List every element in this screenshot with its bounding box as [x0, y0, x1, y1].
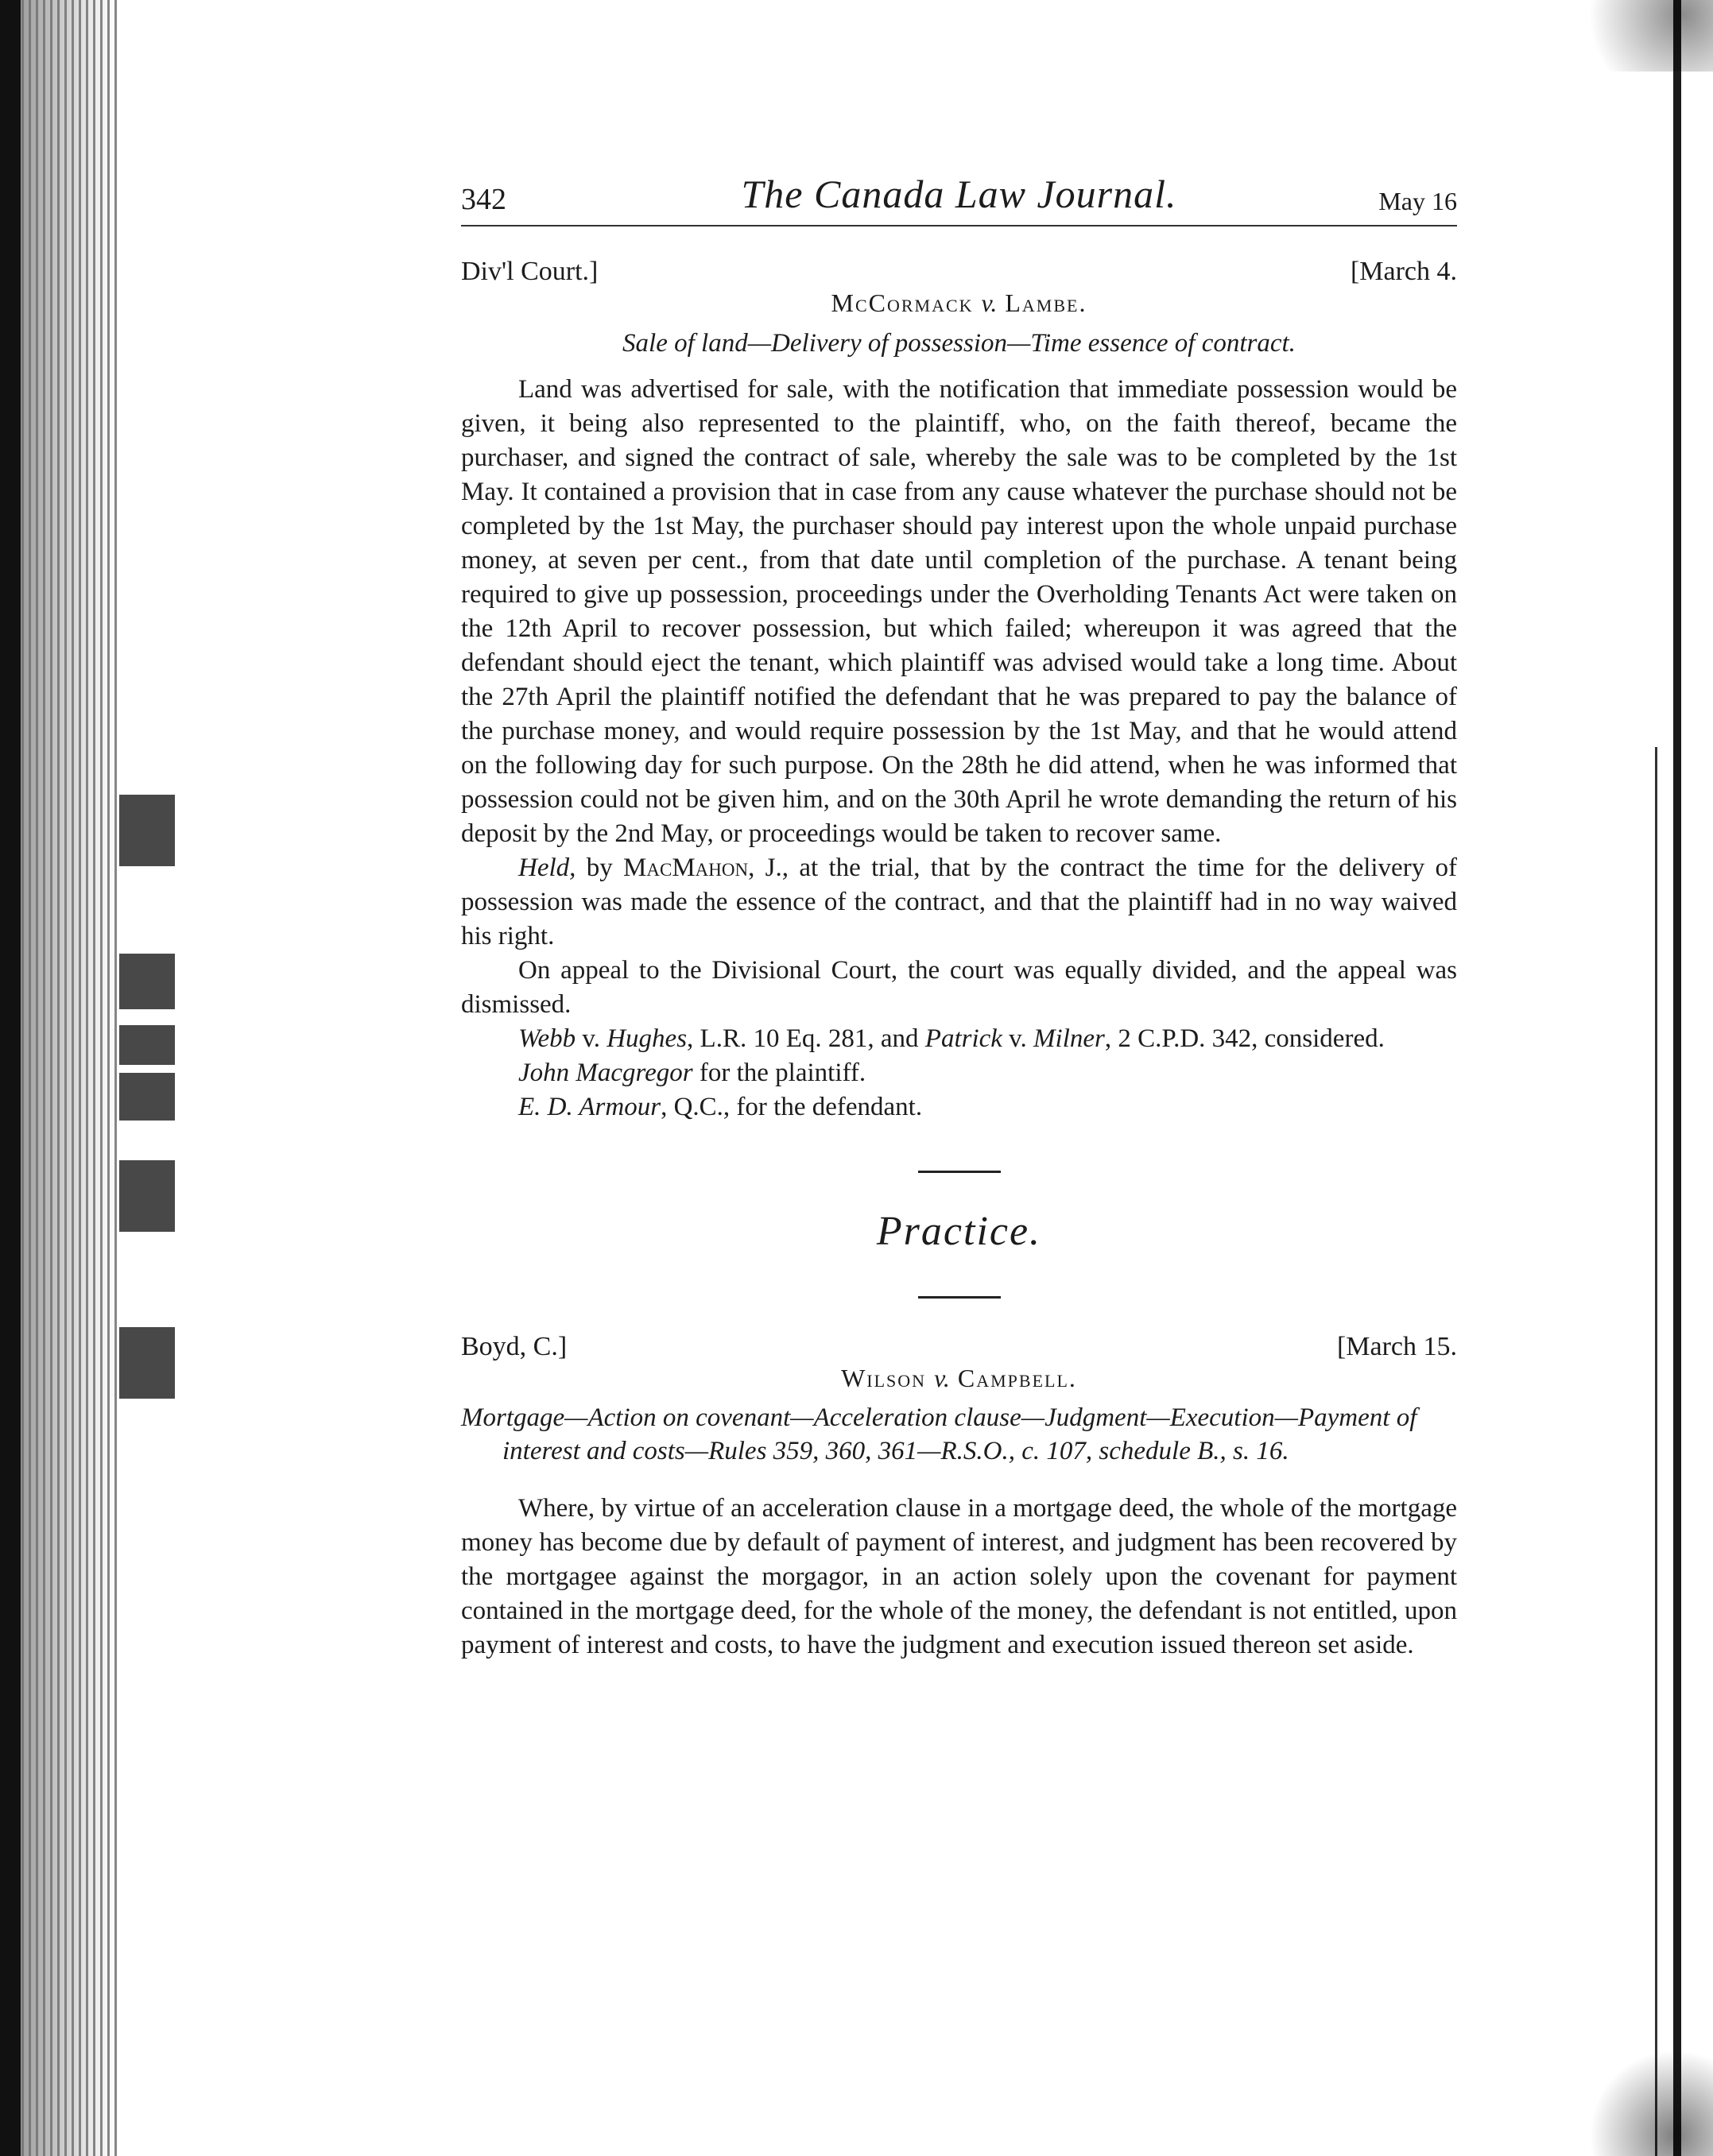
- case-1-counsel-plaintiff: [461, 1056, 1457, 1090]
- margin-mark: [119, 1025, 175, 1065]
- held-by: by: [576, 853, 624, 882]
- counsel-1-name: John Macgregor: [518, 1059, 693, 1087]
- cite-2-v: v.: [1002, 1024, 1034, 1053]
- case-1-court: Div'l Court.]: [461, 257, 599, 286]
- case-1-date: [March 4.: [1350, 257, 1457, 286]
- counsel-1-role: for the plaintiff.: [692, 1059, 866, 1087]
- counsel-2-role: , Q.C., for the defendant.: [661, 1093, 923, 1121]
- held-label: Held,: [518, 853, 576, 882]
- case-2-body: Where, by virtue of an acceleration clause in a mortgage deed, the whole of the mortgage money has become due by default of payment of interest, and judgment has been recovered by the mortgagee against the morgagor, in an action solely upon the covenant for payment contained in the mortgage deed, for the whole of the money, the defendant is not entitled, upon payment of interest and costs, to have the judgment and execution issued thereon set aside.: [461, 1494, 1457, 1659]
- journal-page: [461, 171, 1457, 1662]
- cite-2-party-a: Patrick: [924, 1024, 1002, 1053]
- margin-mark: [119, 1327, 175, 1399]
- margin-mark: [119, 795, 175, 866]
- cite-2-ref: , 2 C.P.D. 342, considered.: [1104, 1024, 1385, 1053]
- case-1-appeal: On appeal to the Divisional Court, the court was equally divided, and the appeal was dismissed.: [461, 956, 1457, 1019]
- section-heading: Practice.: [876, 1209, 1042, 1254]
- case-2-meta: [461, 1332, 1457, 1370]
- case-2-date: [March 15.: [1336, 1332, 1457, 1361]
- section-rule-top: [918, 1171, 1001, 1173]
- scan-noise-bottom-right: [1586, 2053, 1713, 2156]
- case-1-facts: Land was advertised for sale, with the notification that immediate possession would be given, it being also represented to the plaintiff, who, on the faith thereof, became the purchaser, and signed the contract of sale, whereby the sale was to be completed by the 1st May. It contained a provision that in case from any cause whatever the purchase should not be completed by the 1st May, the purchaser should pay interest upon the whole unpaid purchase money, at seven per cent., from that date until completion of the purchase. A tenant being required to give up possession, proceedings under the Overholding Tenants Act were taken on the 12th April to recover possession, but which failed; whereupon it was agreed that the defendant should eject the tenant, which plaintiff was advised would take a long time. About the 27th April the plaintiff notified the defendant that he was prepared to pay the balance of the purchase money, and would require possession by the 1st May, and that he would attend on the following day for such purpose. On the 28th he did attend, when he was informed that possession could not be given him, and on the 30th April he wrote demanding the return of his deposit by the 2nd May, or proceedings would be taken to recover same.: [461, 375, 1457, 848]
- case-2-headnote: Mortgage—Action on covenant—Acceleration clause—Judgment—Execution—Payment of interest and costs—Rules 359, 360, 361—R.S.O., c. 107, schedule B., s. 16.: [461, 1403, 1417, 1465]
- case-2-court: Boyd, C.]: [461, 1332, 568, 1361]
- cite-1-party-b: Hughes: [607, 1024, 688, 1053]
- running-head: [461, 171, 1457, 226]
- case-1-headnote: Sale of land—Delivery of possession—Time essence of contract.: [622, 329, 1296, 358]
- case-2-versus: v.: [934, 1364, 950, 1392]
- page-edge-line: [1655, 747, 1657, 2156]
- held-judge: MacMahon: [623, 853, 749, 882]
- cite-2-party-b: Milner: [1033, 1024, 1105, 1053]
- page-number: 342: [461, 183, 506, 216]
- counsel-2-name: E. D. Armour: [518, 1093, 661, 1121]
- margin-mark: [119, 1073, 175, 1121]
- journal-title: The Canada Law Journal.: [741, 172, 1177, 216]
- case-1-counsel-defendant: [461, 1090, 1457, 1124]
- case-1-held: [461, 851, 1457, 954]
- held-text: , J., at the trial, that by the contract the time for the delivery of possession was made the essence of the contract, and that the plaintiff had in no way waived his right.: [461, 853, 1457, 950]
- case-2-plaintiff: Wilson: [841, 1364, 927, 1392]
- margin-mark: [119, 954, 175, 1009]
- case-1-meta: [461, 257, 1457, 295]
- page-edge-right: [1673, 0, 1681, 2156]
- margin-mark: [119, 1160, 175, 1232]
- case-1-citations: [461, 1022, 1457, 1056]
- scan-noise-top-right: [1562, 0, 1713, 72]
- case-2-defendant: Campbell.: [957, 1364, 1077, 1392]
- cite-1-v: v.: [576, 1024, 607, 1053]
- section-rule-bottom: [918, 1296, 1001, 1299]
- case-1-plaintiff: McCormack: [831, 288, 974, 317]
- issue-date: May 16: [1378, 187, 1457, 215]
- cite-1-ref: , L.R. 10 Eq. 281, and: [687, 1024, 925, 1053]
- case-1-versus: v.: [981, 288, 998, 317]
- case-1-defendant: Lambe.: [1005, 288, 1087, 317]
- cite-1-party-a: Webb: [518, 1024, 576, 1053]
- binding-edge: [0, 0, 21, 2156]
